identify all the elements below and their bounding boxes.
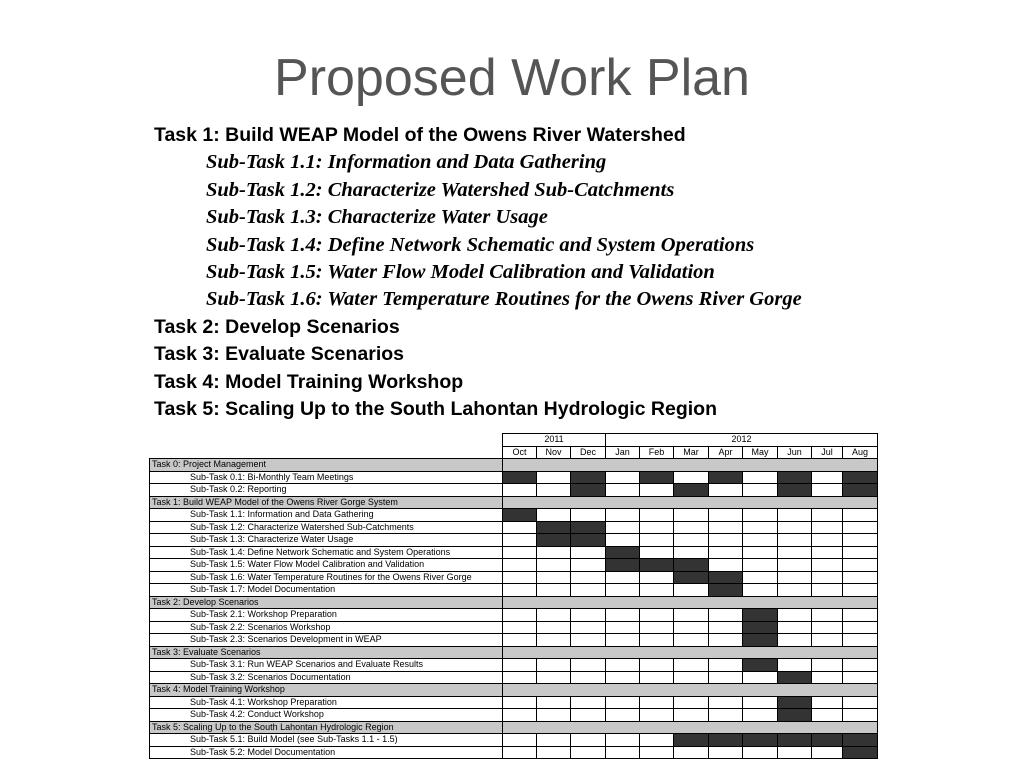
schedule-cell: [606, 521, 640, 534]
row-label: Task 1: Build WEAP Model of the Owens River Gorge System: [150, 496, 503, 509]
schedule-cell-active: [843, 471, 878, 484]
row-label: Sub-Task 2.2: Scenarios Workshop: [150, 621, 503, 634]
schedule-cell: [812, 559, 843, 572]
schedule-cell: [503, 584, 537, 597]
schedule-cell: [709, 559, 743, 572]
schedule-cell: [537, 696, 571, 709]
row-label: Sub-Task 1.6: Water Temperature Routines for the Owens River Gorge: [150, 571, 503, 584]
schedule-cell: [640, 509, 674, 522]
schedule-cell-active: [743, 734, 778, 747]
gantt-subtask-row: [150, 634, 878, 647]
schedule-cell: [709, 659, 743, 672]
schedule-cell: [778, 584, 812, 597]
schedule-cell-active: [537, 521, 571, 534]
schedule-cell: [843, 609, 878, 622]
schedule-cell: [674, 659, 709, 672]
gantt-task-row: [150, 596, 878, 609]
month-header: Jun: [778, 446, 812, 459]
row-label: Sub-Task 1.7: Model Documentation: [150, 584, 503, 597]
outline-task-item: Task 4: Model Training Workshop: [154, 370, 464, 393]
schedule-cell: [640, 584, 674, 597]
schedule-cell: [812, 534, 843, 547]
schedule-cell-active: [606, 546, 640, 559]
schedule-cell-active: [674, 559, 709, 572]
schedule-cell: [537, 659, 571, 672]
row-label: Sub-Task 5.1: Build Model (see Sub-Tasks 1.1 - 1.5): [150, 734, 503, 747]
year-header-row: [150, 434, 878, 447]
gantt-chart: [149, 433, 878, 759]
schedule-cell: [743, 709, 778, 722]
schedule-cell-active: [537, 534, 571, 547]
schedule-cell: [778, 746, 812, 759]
schedule-cell: [843, 509, 878, 522]
schedule-cell: [778, 521, 812, 534]
task-band-cell: [503, 596, 878, 609]
schedule-cell: [812, 471, 843, 484]
gantt-subtask-row: [150, 671, 878, 684]
schedule-cell: [674, 584, 709, 597]
schedule-cell-active: [778, 709, 812, 722]
schedule-cell: [537, 734, 571, 747]
schedule-cell-active: [743, 609, 778, 622]
schedule-cell: [843, 696, 878, 709]
schedule-cell: [674, 509, 709, 522]
schedule-cell-active: [503, 471, 537, 484]
schedule-cell: [537, 571, 571, 584]
schedule-cell: [503, 621, 537, 634]
gantt-subtask-row: [150, 609, 878, 622]
outline-task-item: Task 5: Scaling Up to the South Lahontan Hydrologic Region: [154, 397, 717, 420]
schedule-cell-active: [743, 621, 778, 634]
schedule-cell: [778, 621, 812, 634]
schedule-cell: [640, 671, 674, 684]
schedule-cell-active: [778, 471, 812, 484]
schedule-cell: [571, 609, 606, 622]
schedule-cell: [571, 734, 606, 747]
schedule-cell: [537, 609, 571, 622]
schedule-cell: [709, 509, 743, 522]
schedule-cell: [674, 546, 709, 559]
schedule-cell: [571, 509, 606, 522]
schedule-cell: [537, 546, 571, 559]
gantt-subtask-row: [150, 471, 878, 484]
schedule-cell: [571, 634, 606, 647]
gantt-task-row: [150, 646, 878, 659]
row-label: Sub-Task 1.1: Information and Data Gathering: [150, 509, 503, 522]
slide-title: Proposed Work Plan: [274, 49, 750, 107]
outline-subtask-item: Sub-Task 1.5: Water Flow Model Calibration and Validation: [206, 260, 715, 283]
schedule-cell: [640, 484, 674, 497]
schedule-cell: [778, 634, 812, 647]
schedule-cell: [571, 696, 606, 709]
month-header-row: [150, 446, 878, 459]
gantt-subtask-row: [150, 534, 878, 547]
schedule-cell: [674, 609, 709, 622]
schedule-cell: [606, 696, 640, 709]
schedule-cell: [503, 746, 537, 759]
row-label: Sub-Task 0.2: Reporting: [150, 484, 503, 497]
schedule-cell: [778, 559, 812, 572]
schedule-cell: [674, 534, 709, 547]
schedule-cell-active: [571, 521, 606, 534]
schedule-cell: [812, 621, 843, 634]
schedule-cell-active: [674, 571, 709, 584]
schedule-cell: [606, 571, 640, 584]
schedule-cell: [503, 659, 537, 672]
schedule-cell: [743, 546, 778, 559]
schedule-cell: [709, 709, 743, 722]
outline-subtask-item: Sub-Task 1.3: Characterize Water Usage: [206, 206, 548, 229]
schedule-cell: [640, 746, 674, 759]
gantt-task-row: [150, 684, 878, 697]
schedule-cell: [743, 559, 778, 572]
row-label: Sub-Task 5.2: Model Documentation: [150, 746, 503, 759]
month-header: Jan: [606, 446, 640, 459]
row-label: Task 0: Project Management: [150, 459, 503, 472]
gantt-subtask-row: [150, 521, 878, 534]
schedule-cell: [709, 671, 743, 684]
outline-task-item: Task 1: Build WEAP Model of the Owens River Watershed: [154, 124, 686, 146]
schedule-cell: [778, 609, 812, 622]
schedule-cell-active: [709, 734, 743, 747]
gantt-subtask-row: [150, 484, 878, 497]
schedule-cell: [812, 746, 843, 759]
schedule-cell: [743, 509, 778, 522]
gantt-subtask-row: [150, 659, 878, 672]
schedule-cell: [843, 634, 878, 647]
year-header: 2011: [503, 434, 606, 447]
schedule-cell: [843, 571, 878, 584]
schedule-cell: [571, 659, 606, 672]
schedule-cell-active: [674, 484, 709, 497]
schedule-cell: [571, 671, 606, 684]
schedule-cell: [709, 621, 743, 634]
schedule-cell-active: [606, 559, 640, 572]
schedule-cell: [537, 471, 571, 484]
schedule-cell: [537, 584, 571, 597]
schedule-cell-active: [709, 571, 743, 584]
schedule-cell: [503, 609, 537, 622]
schedule-cell: [571, 546, 606, 559]
row-label: Sub-Task 1.5: Water Flow Model Calibration and Validation: [150, 559, 503, 572]
schedule-cell-active: [571, 471, 606, 484]
month-header: Oct: [503, 446, 537, 459]
gantt-task-row: [150, 459, 878, 472]
schedule-cell-active: [674, 734, 709, 747]
month-header: Mar: [674, 446, 709, 459]
schedule-cell-active: [843, 746, 878, 759]
row-label: Sub-Task 0.1: Bi-Monthly Team Meetings: [150, 471, 503, 484]
schedule-cell: [843, 559, 878, 572]
schedule-cell: [606, 609, 640, 622]
schedule-cell: [537, 484, 571, 497]
schedule-cell: [640, 521, 674, 534]
month-header: Dec: [571, 446, 606, 459]
schedule-cell: [606, 709, 640, 722]
schedule-cell: [843, 621, 878, 634]
schedule-cell: [503, 559, 537, 572]
schedule-cell: [812, 509, 843, 522]
schedule-cell: [503, 521, 537, 534]
schedule-cell: [778, 571, 812, 584]
month-header: Aug: [843, 446, 878, 459]
schedule-cell: [709, 484, 743, 497]
schedule-cell: [503, 546, 537, 559]
schedule-cell: [640, 696, 674, 709]
schedule-cell: [812, 671, 843, 684]
schedule-cell-active: [709, 471, 743, 484]
schedule-cell: [743, 484, 778, 497]
schedule-cell: [503, 634, 537, 647]
gantt-subtask-row: [150, 734, 878, 747]
schedule-cell: [674, 621, 709, 634]
schedule-cell: [674, 634, 709, 647]
schedule-cell: [571, 621, 606, 634]
schedule-cell-active: [843, 484, 878, 497]
schedule-cell: [606, 671, 640, 684]
gantt-subtask-row: [150, 746, 878, 759]
schedule-cell: [503, 696, 537, 709]
row-label: Task 3: Evaluate Scenarios: [150, 646, 503, 659]
schedule-cell: [503, 534, 537, 547]
schedule-cell: [812, 584, 843, 597]
schedule-cell: [606, 534, 640, 547]
schedule-cell-active: [843, 734, 878, 747]
outline-subtask-item: Sub-Task 1.2: Characterize Watershed Sub-Catchments: [206, 178, 675, 201]
gantt-subtask-row: [150, 621, 878, 634]
schedule-cell: [606, 621, 640, 634]
schedule-cell: [571, 709, 606, 722]
schedule-cell: [778, 509, 812, 522]
outline-task-item: Task 2: Develop Scenarios: [154, 315, 400, 338]
schedule-cell: [674, 471, 709, 484]
schedule-cell-active: [571, 484, 606, 497]
schedule-cell: [640, 571, 674, 584]
schedule-cell: [606, 484, 640, 497]
schedule-cell: [606, 659, 640, 672]
month-header: Apr: [709, 446, 743, 459]
schedule-cell-active: [812, 734, 843, 747]
outline-task-item: Task 3: Evaluate Scenarios: [154, 343, 405, 366]
schedule-cell: [743, 521, 778, 534]
schedule-cell: [503, 571, 537, 584]
schedule-cell: [674, 746, 709, 759]
outline-subtask-item: Sub-Task 1.4: Define Network Schematic and System Operations: [206, 233, 755, 256]
row-label: Task 4: Model Training Workshop: [150, 684, 503, 697]
schedule-cell: [709, 521, 743, 534]
year-header: 2012: [606, 434, 878, 447]
task-band-cell: [503, 684, 878, 697]
month-header: May: [743, 446, 778, 459]
gantt-task-row: [150, 721, 878, 734]
schedule-cell: [709, 609, 743, 622]
schedule-cell: [640, 659, 674, 672]
schedule-cell: [812, 484, 843, 497]
schedule-cell: [812, 696, 843, 709]
schedule-cell-active: [503, 509, 537, 522]
schedule-cell: [743, 471, 778, 484]
row-label: Task 2: Develop Scenarios: [150, 596, 503, 609]
schedule-cell: [843, 709, 878, 722]
schedule-cell: [812, 709, 843, 722]
schedule-cell: [640, 734, 674, 747]
schedule-cell: [537, 709, 571, 722]
schedule-cell-active: [743, 634, 778, 647]
task-outline: [154, 122, 1014, 423]
schedule-cell: [843, 546, 878, 559]
schedule-cell: [778, 534, 812, 547]
schedule-cell: [503, 734, 537, 747]
gantt-subtask-row: [150, 709, 878, 722]
schedule-cell: [709, 546, 743, 559]
schedule-cell: [606, 509, 640, 522]
schedule-cell: [674, 671, 709, 684]
outline-subtask-item: Sub-Task 1.1: Information and Data Gathering: [206, 151, 607, 174]
header-spacer: [150, 434, 503, 447]
schedule-cell: [571, 746, 606, 759]
schedule-cell: [778, 546, 812, 559]
schedule-cell: [606, 746, 640, 759]
row-label: Sub-Task 2.3: Scenarios Development in WEAP: [150, 634, 503, 647]
schedule-cell: [571, 559, 606, 572]
schedule-cell: [812, 571, 843, 584]
schedule-cell: [606, 471, 640, 484]
gantt-subtask-row: [150, 584, 878, 597]
row-label: Sub-Task 1.3: Characterize Water Usage: [150, 534, 503, 547]
gantt-task-row: [150, 496, 878, 509]
schedule-cell: [843, 521, 878, 534]
gantt-subtask-row: [150, 559, 878, 572]
schedule-cell-active: [778, 484, 812, 497]
gantt-subtask-row: [150, 509, 878, 522]
gantt-subtask-row: [150, 696, 878, 709]
schedule-cell: [709, 746, 743, 759]
schedule-cell: [640, 709, 674, 722]
gantt-subtask-row: [150, 546, 878, 559]
schedule-cell: [778, 659, 812, 672]
schedule-cell-active: [640, 559, 674, 572]
schedule-cell: [640, 534, 674, 547]
schedule-cell: [503, 484, 537, 497]
schedule-cell: [606, 734, 640, 747]
schedule-cell: [812, 659, 843, 672]
schedule-cell-active: [778, 671, 812, 684]
schedule-cell: [537, 634, 571, 647]
row-label: Sub-Task 1.4: Define Network Schematic and System Operations: [150, 546, 503, 559]
schedule-cell: [537, 746, 571, 759]
task-band-cell: [503, 646, 878, 659]
schedule-cell: [503, 709, 537, 722]
schedule-cell: [709, 534, 743, 547]
schedule-cell: [743, 746, 778, 759]
schedule-cell: [640, 546, 674, 559]
schedule-cell: [843, 584, 878, 597]
schedule-cell: [743, 584, 778, 597]
schedule-cell: [812, 609, 843, 622]
row-label: Sub-Task 4.1: Workshop Preparation: [150, 696, 503, 709]
row-label: Sub-Task 4.2: Conduct Workshop: [150, 709, 503, 722]
row-label: Sub-Task 3.2: Scenarios Documentation: [150, 671, 503, 684]
outline-subtask-item: Sub-Task 1.6: Water Temperature Routines for the Owens River Gorge: [206, 288, 802, 311]
row-label: Sub-Task 1.2: Characterize Watershed Sub-Catchments: [150, 521, 503, 534]
schedule-cell: [843, 671, 878, 684]
schedule-cell: [743, 696, 778, 709]
schedule-cell: [674, 521, 709, 534]
schedule-cell: [537, 671, 571, 684]
schedule-cell: [503, 671, 537, 684]
header-spacer: [150, 446, 503, 459]
schedule-cell-active: [640, 471, 674, 484]
schedule-cell-active: [709, 584, 743, 597]
schedule-cell: [812, 521, 843, 534]
gantt-subtask-row: [150, 571, 878, 584]
month-header: Jul: [812, 446, 843, 459]
month-header: Nov: [537, 446, 571, 459]
schedule-cell: [571, 571, 606, 584]
schedule-cell: [812, 634, 843, 647]
schedule-cell: [537, 509, 571, 522]
schedule-cell: [640, 621, 674, 634]
schedule-cell: [743, 671, 778, 684]
schedule-cell: [606, 634, 640, 647]
schedule-cell-active: [571, 534, 606, 547]
task-band-cell: [503, 496, 878, 509]
schedule-cell: [640, 634, 674, 647]
schedule-cell: [843, 659, 878, 672]
schedule-cell: [843, 534, 878, 547]
schedule-cell: [812, 546, 843, 559]
task-band-cell: [503, 721, 878, 734]
schedule-cell-active: [778, 696, 812, 709]
month-header: Feb: [640, 446, 674, 459]
schedule-cell: [537, 621, 571, 634]
schedule-cell: [743, 534, 778, 547]
schedule-cell: [674, 709, 709, 722]
schedule-cell: [709, 696, 743, 709]
schedule-cell: [709, 634, 743, 647]
schedule-cell: [606, 584, 640, 597]
schedule-cell: [571, 584, 606, 597]
row-label: Sub-Task 2.1: Workshop Preparation: [150, 609, 503, 622]
task-band-cell: [503, 459, 878, 472]
schedule-cell: [640, 609, 674, 622]
row-label: Task 5: Scaling Up to the South Lahontan Hydrologic Region: [150, 721, 503, 734]
schedule-cell: [537, 559, 571, 572]
schedule-cell: [674, 696, 709, 709]
schedule-cell-active: [743, 659, 778, 672]
row-label: Sub-Task 3.1: Run WEAP Scenarios and Evaluate Results: [150, 659, 503, 672]
schedule-cell: [743, 571, 778, 584]
schedule-cell-active: [778, 734, 812, 747]
